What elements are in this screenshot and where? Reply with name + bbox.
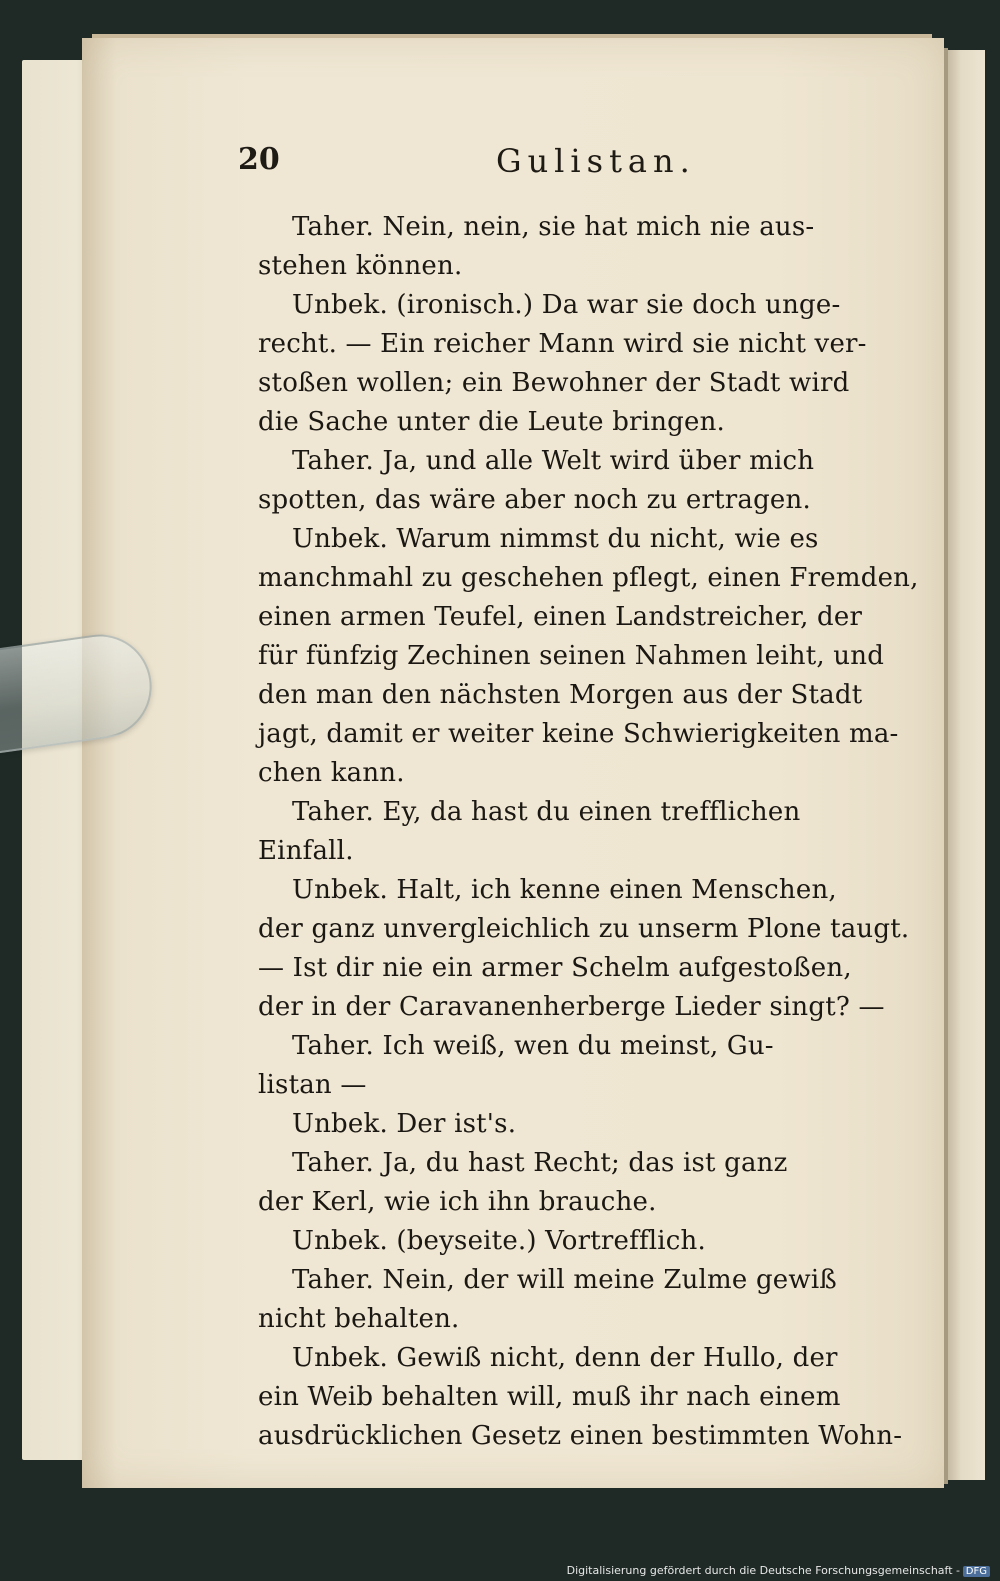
text-line: Taher. Nein, nein, sie hat mich nie aus- <box>292 212 815 242</box>
dfg-logo: DFG <box>963 1566 990 1577</box>
text-line: spotten, das wäre aber noch zu ertragen. <box>258 485 811 515</box>
text-line: listan — <box>258 1070 367 1100</box>
text-line: Unbek. Gewiß nicht, denn der Hullo, der <box>292 1343 838 1373</box>
text-line: Unbek. Halt, ich kenne einen Menschen, <box>292 875 837 905</box>
text-line: chen kann. <box>258 758 405 788</box>
text-line: manchmahl zu geschehen pflegt, einen Fremden, <box>258 563 919 593</box>
text-line: Taher. Ey, da hast du einen trefflichen <box>292 797 801 827</box>
text-line: Taher. Ich weiß, wen du meinst, Gu- <box>292 1031 774 1061</box>
page-header <box>238 142 888 192</box>
text-line: Taher. Ja, du hast Recht; das ist ganz <box>292 1148 788 1178</box>
text-line: für fünfzig Zechinen seinen Nahmen leiht, und <box>258 641 885 671</box>
text-line: ausdrücklichen Gesetz einen bestimmten Wohn- <box>258 1421 903 1451</box>
text-line: der ganz unvergleichlich zu unserm Plone taugt. <box>258 914 910 944</box>
text-line: ein Weib behalten will, muß ihr nach einem <box>258 1382 841 1412</box>
text-line: der in der Caravanenherberge Lieder singt? — <box>258 992 885 1022</box>
text-line: — Ist dir nie ein armer Schelm aufgestoßen, <box>258 953 852 983</box>
text-line: der Kerl, wie ich ihn brauche. <box>258 1187 657 1217</box>
text-line: recht. — Ein reicher Mann wird sie nicht ver- <box>258 329 867 359</box>
text-line: jagt, damit er weiter keine Schwierigkeiten ma- <box>258 719 899 749</box>
page-number: 20 <box>238 142 280 177</box>
text-line: Unbek. Warum nimmst du nicht, wie es <box>292 524 819 554</box>
next-page-edge <box>945 50 985 1480</box>
digitization-credit: Digitalisierung gefördert durch die Deutsche Forschungsgemeinschaft - <box>566 1564 960 1577</box>
text-line: die Sache unter die Leute bringen. <box>258 407 725 437</box>
text-line: stehen können. <box>258 251 463 281</box>
body-text <box>258 208 919 1456</box>
text-line: stoßen wollen; ein Bewohner der Stadt wird <box>258 368 850 398</box>
text-line: einen armen Teufel, einen Landstreicher, der <box>258 602 863 632</box>
text-line: Taher. Nein, der will meine Zulme gewiß <box>292 1265 837 1295</box>
text-line: Unbek. (ironisch.) Da war sie doch unge- <box>292 290 841 320</box>
running-title: Gulistan. <box>496 142 696 180</box>
text-line: nicht behalten. <box>258 1304 460 1334</box>
text-line: Unbek. (beyseite.) Vortrefflich. <box>292 1226 706 1256</box>
text-line: Taher. Ja, und alle Welt wird über mich <box>292 446 815 476</box>
text-line: Unbek. Der ist's. <box>292 1109 517 1139</box>
text-line: Einfall. <box>258 836 354 866</box>
text-line: den man den nächsten Morgen aus der Stadt <box>258 680 863 710</box>
